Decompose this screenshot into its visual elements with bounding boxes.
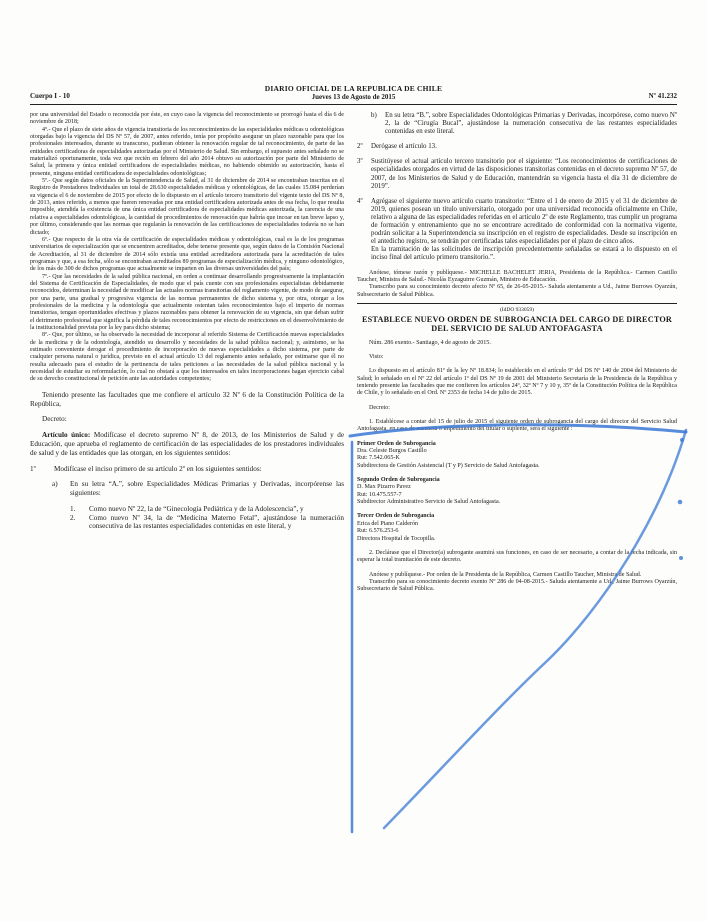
paragraph: 8º.- Que, por último, se ha observado la necesidad de incorporar al referido Sistema de Certificación nuevas especialidades de la medicina y de la odontología, atendido su desarrollo y necesidades de la salud pública nacional; y, asimismo, se ha estimado conveniente derogar el procedimiento de incorporación de nuevas especialidades a dicho sistema, por parte de cualquier persona natural o jurídica, previsto en el actual artículo 13 del reglamento antes señalado, por estimarse que él no resulta adecuado para el estudio de la pertinencia de tales peticiones a las necesidades de la salud pública nacional y la necesidad de estudiar su reformulación, lo cual no obstará a que los interesados en tales incorporaciones hagan ejercicio cabal de su derecho constitucional de petición ante las autoridades competentes; <box>30 332 344 383</box>
decree-number: Núm. 286 exento.- Santiago, 4 de agosto de 2015. <box>369 339 491 346</box>
order-title: Primer Orden de Subrogancia <box>357 440 436 447</box>
order-name: D. Max Pizarro Pavez <box>357 484 411 491</box>
order-name: Erica del Piano Calderón <box>357 520 419 527</box>
right-column <box>357 112 677 594</box>
transcribe-note: Transcribo para su conocimiento decreto exento Nº 286 de 04-08-2015.- Saluda atentamente a Ud., Jaime Burrows Oyarzún, Subsecretario de Salud Pública. <box>357 578 677 593</box>
order-title: Segundo Orden de Subrogancia <box>357 477 440 484</box>
decreto-label: Decreto: <box>42 415 67 424</box>
decree-title: ESTABLECE NUEVO ORDEN DE SUBROGANCIA DEL CARGO DE DIRECTOR DEL SERVICIO DE SALUD ANTOFAGASTA <box>361 315 673 334</box>
paragraph: por una universidad del Estado o reconocida por éste, en cuyo caso la vigencia del reconocimiento se prorrogó hasta el día 6 de noviembre de 2018; <box>30 112 344 126</box>
transcribe-note: Transcribo para su conocimiento decreto afecto Nº 65, de 26-05-2015.- Saluda atentamente a Ud., Jaime Burrows Oyarzún, Subsecretario de Salud Pública. <box>357 284 677 298</box>
order-role: Subdirectora de Gestión Asistencial (T y P) Servicio de Salud Antofagasta. <box>357 462 540 469</box>
list-item: 1. Como nuevo Nº 22, la de “Ginecología Pediátrica y de la Adolescencia”, y <box>70 504 304 513</box>
paragraph: 6º.- Que respecto de la otra vía de certificación de especialidades médicas y odontológicas, cual es la de los programas universitarios de especialización que se encuentren acreditados, debe tenerse presente que, según datos de la Comisión Nacional de Acreditación, al 31 de diciembre de 2014 sólo existía una entidad acreditadora autorizada para la acreditación de tales programas y que, a esa fecha, sólo se encontraban acreditados 89 programas de especialización médica, y ninguno odontológico, de los más de 300 de dichos programas que actualmente se imparten en las diversas universidades del país; <box>30 236 344 273</box>
masthead <box>30 84 677 102</box>
page-header <box>30 84 677 106</box>
decree-id: (IdDO 933059) <box>499 306 535 313</box>
list-item: 1º Modifícase el inciso primero de su artículo 2º en los siguientes sentidos: <box>30 464 262 473</box>
ink-dot <box>679 556 683 560</box>
section-divider <box>357 303 677 304</box>
masthead-date: Jueves 13 de Agosto de 2015 <box>311 93 396 101</box>
section-label: Cuerpo I - 10 <box>30 92 70 100</box>
list-item: 4º Agrégase el siguiente nuevo artículo cuarto transitorio: “Entre el 1 de enero de 2015 y el 31 de diciembre de 2019, quienes posean un título universitario, otorgado por una universidad reconocida oficialmente en Chile, relativo a alguna de las especialidades referidas en el artículo 2º de este Reglamento, tras cumplir un programa de formación y entrenamiento que no se encontrare acreditado de conformidad con la normativa vigente, podrán solicitar a la Superintendencia su inscripción en el registro de especialidades. Desde su inscripción en el antedicho registro, se tendrán por certificadas tales especialidades por el plazo de cinco años. En la tramitación de las solicitudes de inscripción precedentemente señaladas se estará a lo dispuesto en el inciso final del artículo primero transitorio.”. <box>357 197 677 262</box>
order-name: Dra. Celeste Burgos Castillo <box>357 448 427 455</box>
articulo-unico-text: Modifícase el decreto supremo Nº 8, de 2013, de los Ministerios de Salud y de Educación, que aprueba el reglamento de certificación de las especialidades de los prestadores individuales de salud y de las entidades que las otorgan, en los siguientes sentidos: <box>30 431 345 457</box>
signature-block: Anótese, tómese razón y publíquese.- MICHELLE BACHELET JERIA, Presidenta de la República.- Carmen Castillo Taucher, Ministra de Salud.- Nicolás Eyzaguirre Guzmán, Ministro de Educación. <box>357 269 677 283</box>
issue-number: Nº 41.232 <box>648 92 677 100</box>
list-item: a) En su letra “A.”, sobre Especialidades Médicas Primarias y Derivadas, incorpórense las siguientes: <box>52 480 344 498</box>
masthead-title: DIARIO OFICIAL DE LA REPUBLICA DE CHILE <box>264 84 443 93</box>
list-item: 3º Sustitúyese el actual artículo tercero transitorio por el siguiente: “Los reconocimientos de certificaciones de especialidades otorgados en virtud de las disposiciones transitorias contenidas en el decreto supremo Nº 57, de 2007, de los Ministerios de Salud y de Educación, mantendrán su vigencia hasta el día 31 de diciembre de 2019”. <box>357 158 677 190</box>
paragraph: 4º.- Que el plazo de siete años de vigencia transitoria de los reconocimientos de las especialidades médicas u odontológicas otorgadas bajo la vigencia del DS Nº 57, de 2007, antes referido, tenía por propósito asegurar un plazo razonable para que los profesionales interesados, durante su transcurso, pudieran obtener la renovación regular de tal reconocimiento, de parte de las entidades certificadoras de especialidades autorizadas por el Ministerio de Salud. Sin embargo, el supuesto antes señalado no se materializó oportunamente, toda vez que recién en febrero del año 2014 obtuvo su autorización por parte del Ministerio de Salud, la primera y única entidad certificadora de especialidades médicas, no habiendo obtenido su autorización, hasta el presente, ninguna entidad certificadora de especialidades odontológicas; <box>30 126 344 177</box>
paragraph: 5º.- Que según datos oficiales de la Superintendencia de Salud, al 31 de diciembre de 2014 se encontraban inscritas en el Registro de Prestadores Individuales un total de 28.630 especialidades médicas y odontológicas, de las cuales 15.084 perderían su vigencia el 6 de noviembre de 2015 por efecto de lo dispuesto en el artículo tercero transitorio del vigente texto del DS Nº 8, de 2013, antes referido, a menos que fueren renovadas por una entidad certificadora autorizada antes de esa fecha, lo que resulta imposible, atendida la existencia de una única entidad certificadora de especialidades médicas autorizada, la carencia de una relativa a especialidades odontológicas, la cantidad de procedimientos de renovación que habría que incoar en tan breve lapso y, por último, considerando que las normas que regularán la renovación de las certificaciones de especialidades todavía no se han dictado; <box>30 178 344 236</box>
paragraph: 7º.- Que las necesidades de la salud pública nacional, en orden a continuar desarrollando progresivamente la implantación del Sistema de Certificación de Especialidades, de modo que el país cuente con sus profesionales especialistas debidamente reconocidos, determinan la necesidad de modificar las actuales normas transitorias del reglamento vigente, de modo de asegurar, por una parte, una gradual y progresiva vigencia de las normas permanentes de dicho sistema y, por otra, otorgar a los profesionales de la medicina y la odontología que actualmente ostentan tales reconocimientos bajo el imperio de normas transitorias, tengan oportunidades efectivas y plazos razonables para obtener la renovación de su vigencia, sin que deban sufrir el detrimento profesional que significa la pérdida de tales reconocimientos por efecto de restricciones en el desenvolvimiento de la institucionalidad prevista por la ley para dicho sistema; <box>30 273 344 331</box>
order-role: Subdirector Administrativo Servicio de Salud Antofagasta. <box>357 499 501 506</box>
order-title: Tercer Orden de Subrogancia <box>357 513 435 520</box>
articulo-unico-label: Artículo único: <box>42 431 91 440</box>
order-rut: Rut: 7.542.065-K <box>357 455 400 462</box>
order-role: Directora Hospital de Tocopilla. <box>357 535 436 542</box>
teniendo-paragraph: Teniendo presente las facultades que me confiere el artículo 32 Nº 6 de la Constitución Política de la República, <box>30 390 344 408</box>
list-item: b) En su letra “B.”, sobre Especialidades Odontológicas Primarias y Derivadas, incorpórese, como nuevo Nº 2, la de “Cirugía Bucal”, ajustándose la numeración consecutiva de las restantes especialidades contenidas en este literal. <box>371 112 677 136</box>
visto-label: Visto: <box>369 353 384 360</box>
list-item: 2º Derógase el artículo 13. <box>357 143 437 151</box>
order-rut: Rut: 6.576.253-6 <box>357 528 399 535</box>
list-item: 2. Como nuevo Nº 34, la de “Medicina Materno Fetal”, ajustándose la numeración consecutiva de las restantes especialidades contenidas en este literal, y <box>70 513 344 531</box>
left-column <box>30 112 344 531</box>
signature-block: Anótese y publíquese.- Por orden de la Presidenta de la República, Carmen Castillo Taucher, Ministra de Salud. <box>369 571 642 578</box>
header-rule <box>30 104 677 105</box>
decreto-item: 2. Declárase que el Director(a) subrogante asumirá sus funciones, en caso de ser necesario, a contar de la fecha indicada, sin esperar la total tramitación de este decreto. <box>357 549 677 564</box>
decreto-label: Decreto: <box>369 404 390 411</box>
articulo-unico <box>30 431 344 457</box>
ink-dot <box>678 500 683 505</box>
decreto-item: 1. Establécese a contar del 15 de julio de 2015 el siguiente orden de subrogancia del cargo del director del Servicio Salud Antofagasta, en caso de ausencia o impedimento del titular o suplente, será el siguiente : <box>357 419 677 433</box>
ink-dot <box>680 438 684 442</box>
visto-text: Lo dispuesto en el artículo 81º de la ley Nº 18.834; lo establecido en el artículo 9º del DS Nº 140 de 2004 del Ministerio de Salud; lo señalado en el Nº 22 del artículo 1º del DS Nº 19 de 2001 del Ministerio Secretaría de la Presidencia de la República y teniendo presente las facultades que me confieren los artículos 24º, 32º Nº 7 y 10 y, 35º de la Constitución Política de la República de Chile, y lo señalado en el Ord. Nº 2353 de fecha 14 de julio de 2015. <box>357 368 677 397</box>
order-rut: Rut: 10.475.557-7 <box>357 491 402 498</box>
